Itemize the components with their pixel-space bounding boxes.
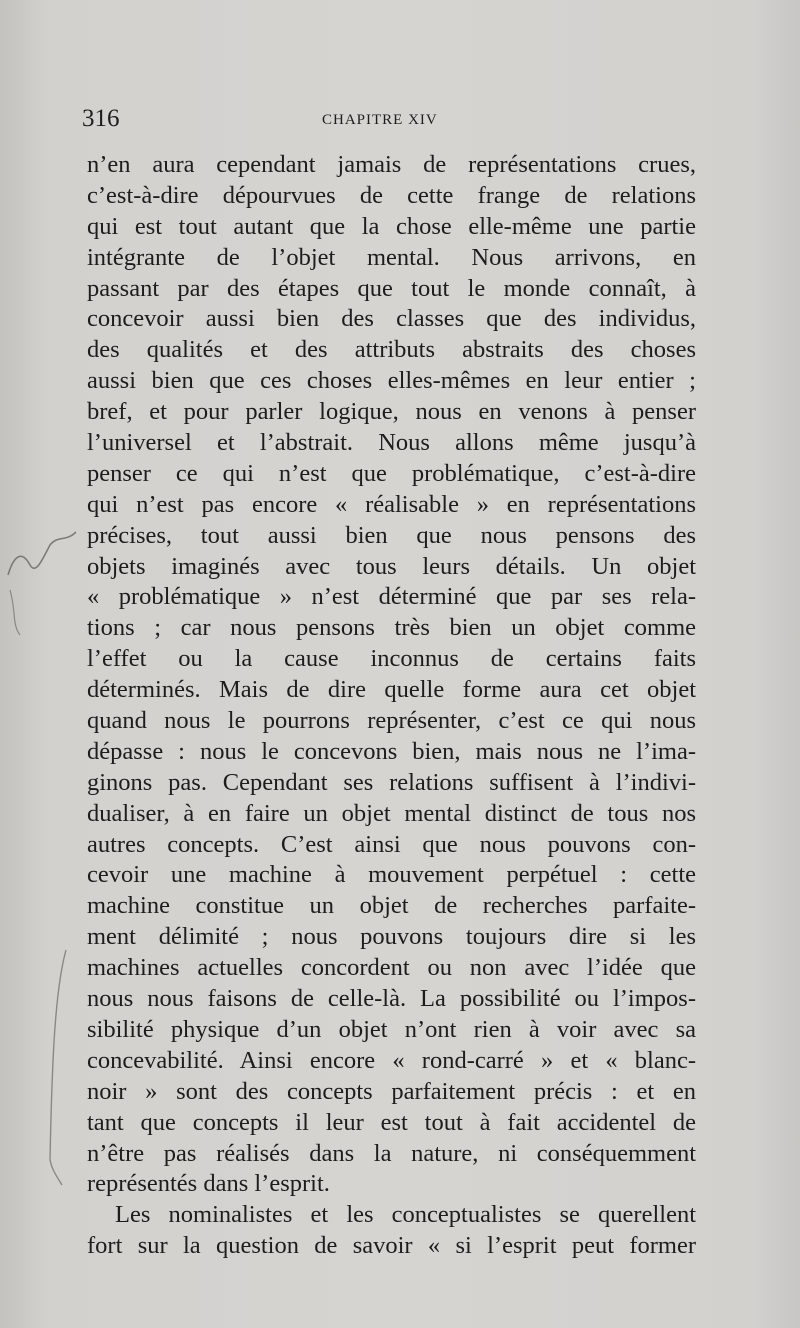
text-line: cevoir une machine à mouvement perpétuel : cette bbox=[87, 861, 696, 889]
text-line: concevabilité. Ainsi encore « rond-carré » et « blanc- bbox=[87, 1046, 696, 1074]
text-line: machines actuelles concordent ou non avec l’idée que bbox=[87, 954, 696, 982]
text-line: ginons pas. Cependant ses relations suffisent à l’indivi- bbox=[87, 768, 696, 796]
text-line: qui n’est pas encore « réalisable » en représentations bbox=[87, 490, 696, 518]
body-text bbox=[87, 150, 696, 1262]
text-line: l’effet ou la cause inconnus de certains faits bbox=[87, 645, 696, 673]
text-line: passant par des étapes que tout le monde connaît, à bbox=[87, 274, 696, 302]
text-line: bref, et pour parler logique, nous en venons à penser bbox=[87, 398, 696, 426]
running-head: CHAPITRE XIV bbox=[322, 112, 438, 128]
text-line: fort sur la question de savoir « si l’esprit peut former bbox=[87, 1232, 696, 1260]
text-line: autres concepts. C’est ainsi que nous pouvons con- bbox=[87, 830, 696, 858]
text-line: aussi bien que ces choses elles-mêmes en leur entier ; bbox=[87, 367, 696, 395]
text-line: dualiser, à en faire un objet mental distinct de tous nos bbox=[87, 799, 696, 827]
text-line: l’universel et l’abstrait. Nous allons même jusqu’à bbox=[87, 429, 696, 457]
text-line: qui est tout autant que la chose elle-même une partie bbox=[87, 212, 696, 240]
text-line: ment délimité ; nous pouvons toujours dire si les bbox=[87, 923, 696, 951]
text-line: « problématique » n’est déterminé que par ses rela- bbox=[87, 583, 696, 611]
text-line: c’est-à-dire dépourvues de cette frange de relations bbox=[87, 181, 696, 209]
text-line: représentés dans l’esprit. bbox=[87, 1170, 330, 1198]
text-line: concevoir aussi bien des classes que des individus, bbox=[87, 305, 696, 333]
text-line: dépasse : nous le concevons bien, mais nous ne l’ima- bbox=[87, 737, 696, 765]
text-line: Les nominalistes et les conceptualistes se querellent bbox=[115, 1201, 696, 1229]
paragraph-2 bbox=[87, 1200, 696, 1262]
text-line: n’être pas réalisés dans la nature, ni conséquemment bbox=[87, 1139, 696, 1167]
text-line: déterminés. Mais de dire quelle forme aura cet objet bbox=[87, 676, 696, 704]
page-header bbox=[82, 104, 696, 134]
text-line: des qualités et des attributs abstraits des choses bbox=[87, 336, 696, 364]
text-line: sibilité physique d’un objet n’ont rien à voir avec sa bbox=[87, 1015, 696, 1043]
page-number: 316 bbox=[82, 105, 120, 132]
text-line: machine constitue un objet de recherches parfaite- bbox=[87, 892, 696, 920]
text-line: tions ; car nous pensons très bien un objet comme bbox=[87, 614, 696, 642]
text-line: précises, tout aussi bien que nous pensons des bbox=[87, 521, 696, 549]
text-line: n’en aura cependant jamais de représentations crues, bbox=[87, 151, 696, 178]
paragraph-1 bbox=[87, 150, 696, 1200]
text-line: tant que concepts il leur est tout à fait accidentel de bbox=[87, 1108, 696, 1136]
text-line: quand nous le pourrons représenter, c’est ce qui nous bbox=[87, 707, 696, 735]
handwritten-margin-mark bbox=[0, 520, 90, 1220]
text-line: intégrante de l’objet mental. Nous arrivons, en bbox=[87, 243, 696, 271]
text-line: noir » sont des concepts parfaitement précis : et en bbox=[87, 1077, 696, 1105]
text-line: nous nous faisons de celle-là. La possibilité ou l’impos- bbox=[87, 985, 696, 1013]
text-line: penser ce qui n’est que problématique, c’est-à-dire bbox=[87, 459, 696, 487]
text-line: objets imaginés avec tous leurs détails. Un objet bbox=[87, 552, 696, 580]
